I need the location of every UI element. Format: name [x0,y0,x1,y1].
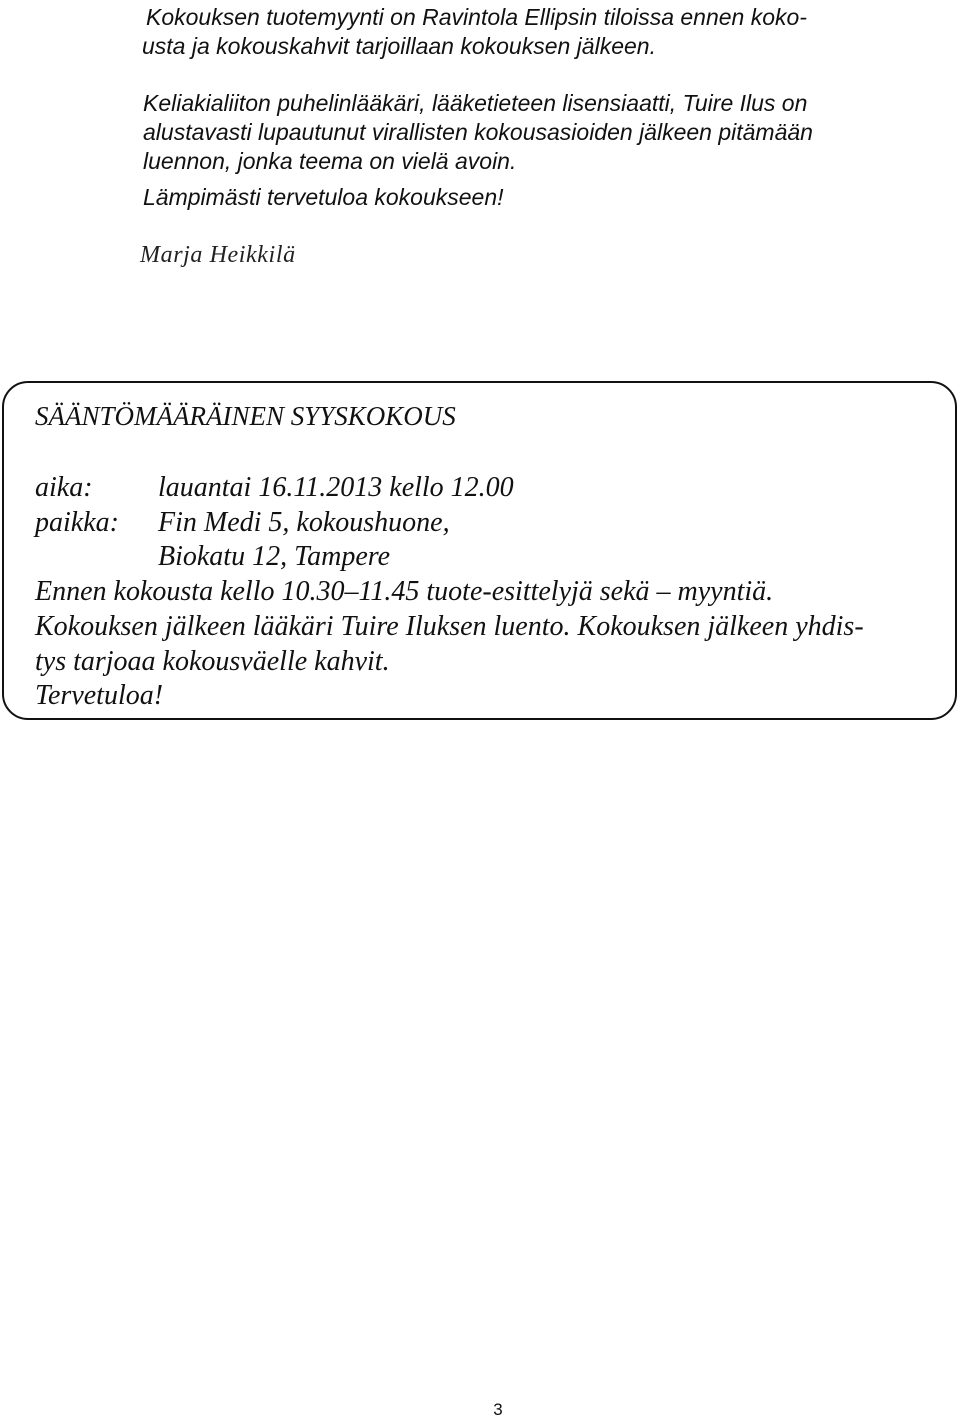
place-label: paikka: [35,506,119,538]
intro-line: usta ja kokouskahvit tarjoillaan kokouksen jälkeen. [142,33,656,59]
lecture-line: alustavasti lupautunut virallisten kokousasioiden jälkeen pitämään [143,119,813,145]
meeting-place-row [35,506,864,541]
signature-name: Marja Heikkilä [140,242,296,268]
meeting-place-row-continued [35,540,864,575]
welcome-text: Lämpimästi tervetuloa kokoukseen! [143,184,504,210]
time-label: aika: [35,472,93,503]
place-value: Fin Medi 5, kokoushuone, [158,506,450,538]
intro-line: Kokouksen tuotemyynti on Ravintola Ellipsin tiloissa ennen koko- [146,4,807,30]
lecture-line: luennon, jonka teema on vielä avoin. [143,148,517,174]
place-value: Biokatu 12, Tampere [158,541,391,573]
meeting-time-row [35,471,864,506]
meeting-note-line: Ennen kokousta kello 10.30–11.45 tuote-esittelyjä sekä – myyntiä. [35,576,774,608]
meeting-note-line: Kokouksen jälkeen lääkäri Tuire Iluksen luento. Kokouksen jälkeen yhdis- [35,610,864,642]
time-value: lauantai 16.11.2013 kello 12.00 [158,472,514,503]
intro-paragraph [142,3,807,61]
meeting-note-line: tys tarjoaa kokousväelle kahvit. [35,645,390,677]
lecture-paragraph [143,89,813,176]
meeting-closing: Tervetuloa! [35,680,164,712]
page-number: 3 [493,1400,503,1419]
meeting-title: SÄÄNTÖMÄÄRÄINEN SYYSKOKOUS [35,401,456,431]
lecture-line: Keliakialiiton puhelinlääkäri, lääketieteen lisensiaatti, Tuire Ilus on [143,90,808,116]
meeting-details [35,471,864,714]
place-label-spacer [35,540,158,575]
